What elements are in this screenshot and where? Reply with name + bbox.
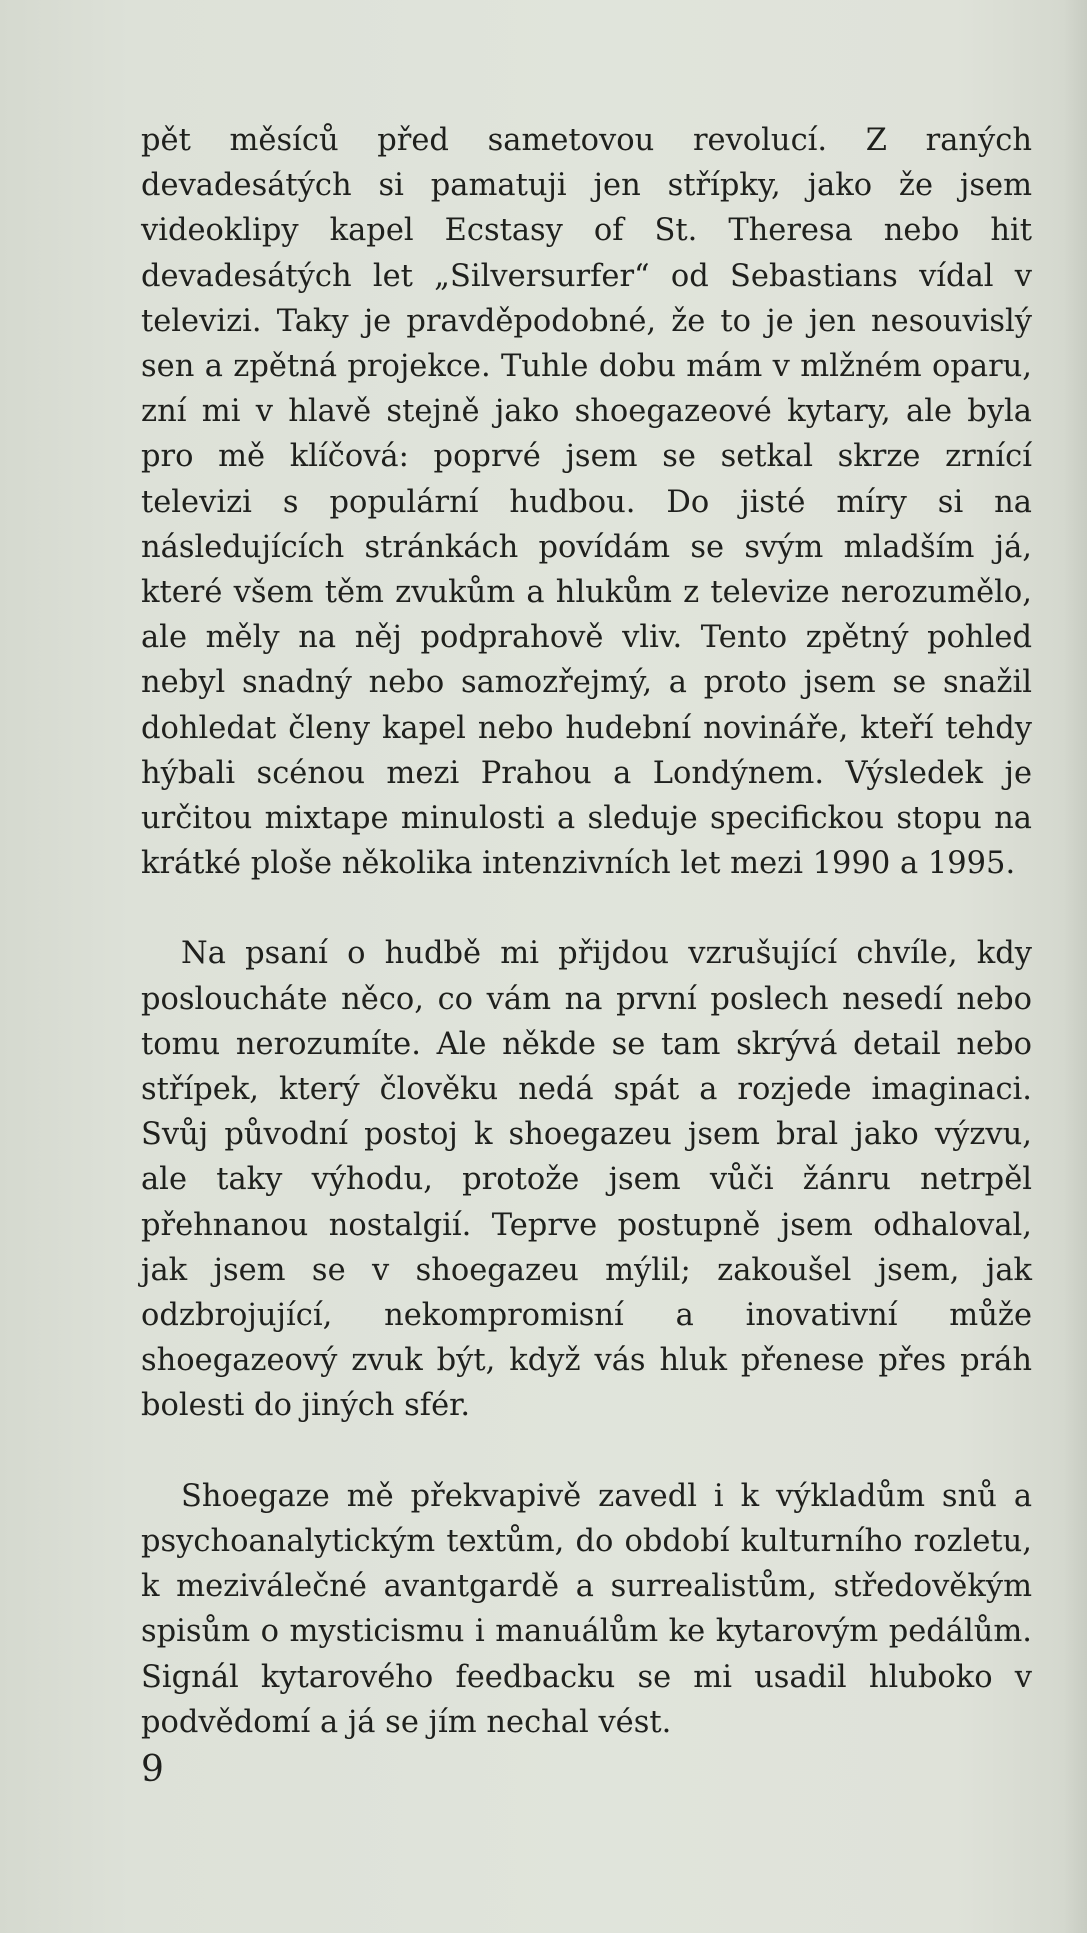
paper-edge-shadow [1063, 0, 1087, 1933]
page-number: 9 [141, 1749, 164, 1790]
paragraph-1: pět měsíců před sametovou revolucí. Z raných devadesátých si pamatuji jen střípky, jako že jsem videoklipy kapel Ecstasy of St. Theresa nebo hit devadesátých let „Silversurfer“ od Sebastians vídal v televizi. Taky je pravděpodobné, že to je jen nesouvislý sen a zpětná projekce. Tuhle dobu mám v mlžném oparu, zní mi v hlavě stejně jako shoegazeové kytary, ale byla pro mě klíčová: poprvé jsem se setkal skrze zrnící televizi s populární hudbou. Do jisté míry si na následujících stránkách povídám se svým mladším já, které všem těm zvukům a hlukům z televize nerozumělo, ale měly na něj podprahově vliv. Tento zpětný pohled nebyl snadný nebo samozřejmý, a proto jsem se snažil dohledat členy kapel nebo hudební novináře, kteří tehdy hýbali scénou mezi Prahou a Londýnem. Výsledek je určitou mixtape minulosti a sleduje specifickou stopu na krátké ploše několika intenzivních let mezi 1990 a 1995. [141, 123, 1032, 882]
paragraph-3: Shoegaze mě překvapivě zavedl i k výkladům snů a psychoanalytickým textům, do období kulturního rozletu, k meziválečné avantgardě a surrealistům, středověkým spisům o mysticismu i manuálům ke kytarovým pedálům. Signál kytarového feedbacku se mi usadil hluboko v podvědomí a já se jím nechal vést. [141, 1478, 1032, 1740]
paragraph-2: Na psaní o hudbě mi přijdou vzrušující chvíle, kdy posloucháte něco, co vám na první poslech nesedí nebo tomu nerozumíte. Ale někde se tam skrývá detail nebo střípek, který člověku nedá spát a rozjede imaginaci. Svůj původní postoj k shoegazeu jsem bral jako výzvu, ale taky výhodu, protože jsem vůči žánru netrpěl přehnanou nostalgií. Teprve postupně jsem odhaloval, jak jsem se v shoegazeu mýlil; zakoušel jsem, jak odzbrojující, nekompromisní a inovativní může shoegazeový zvuk být, když vás hluk přenese přes práh bolesti do jiných sfér. [141, 936, 1032, 1424]
book-text [141, 118, 1032, 1745]
